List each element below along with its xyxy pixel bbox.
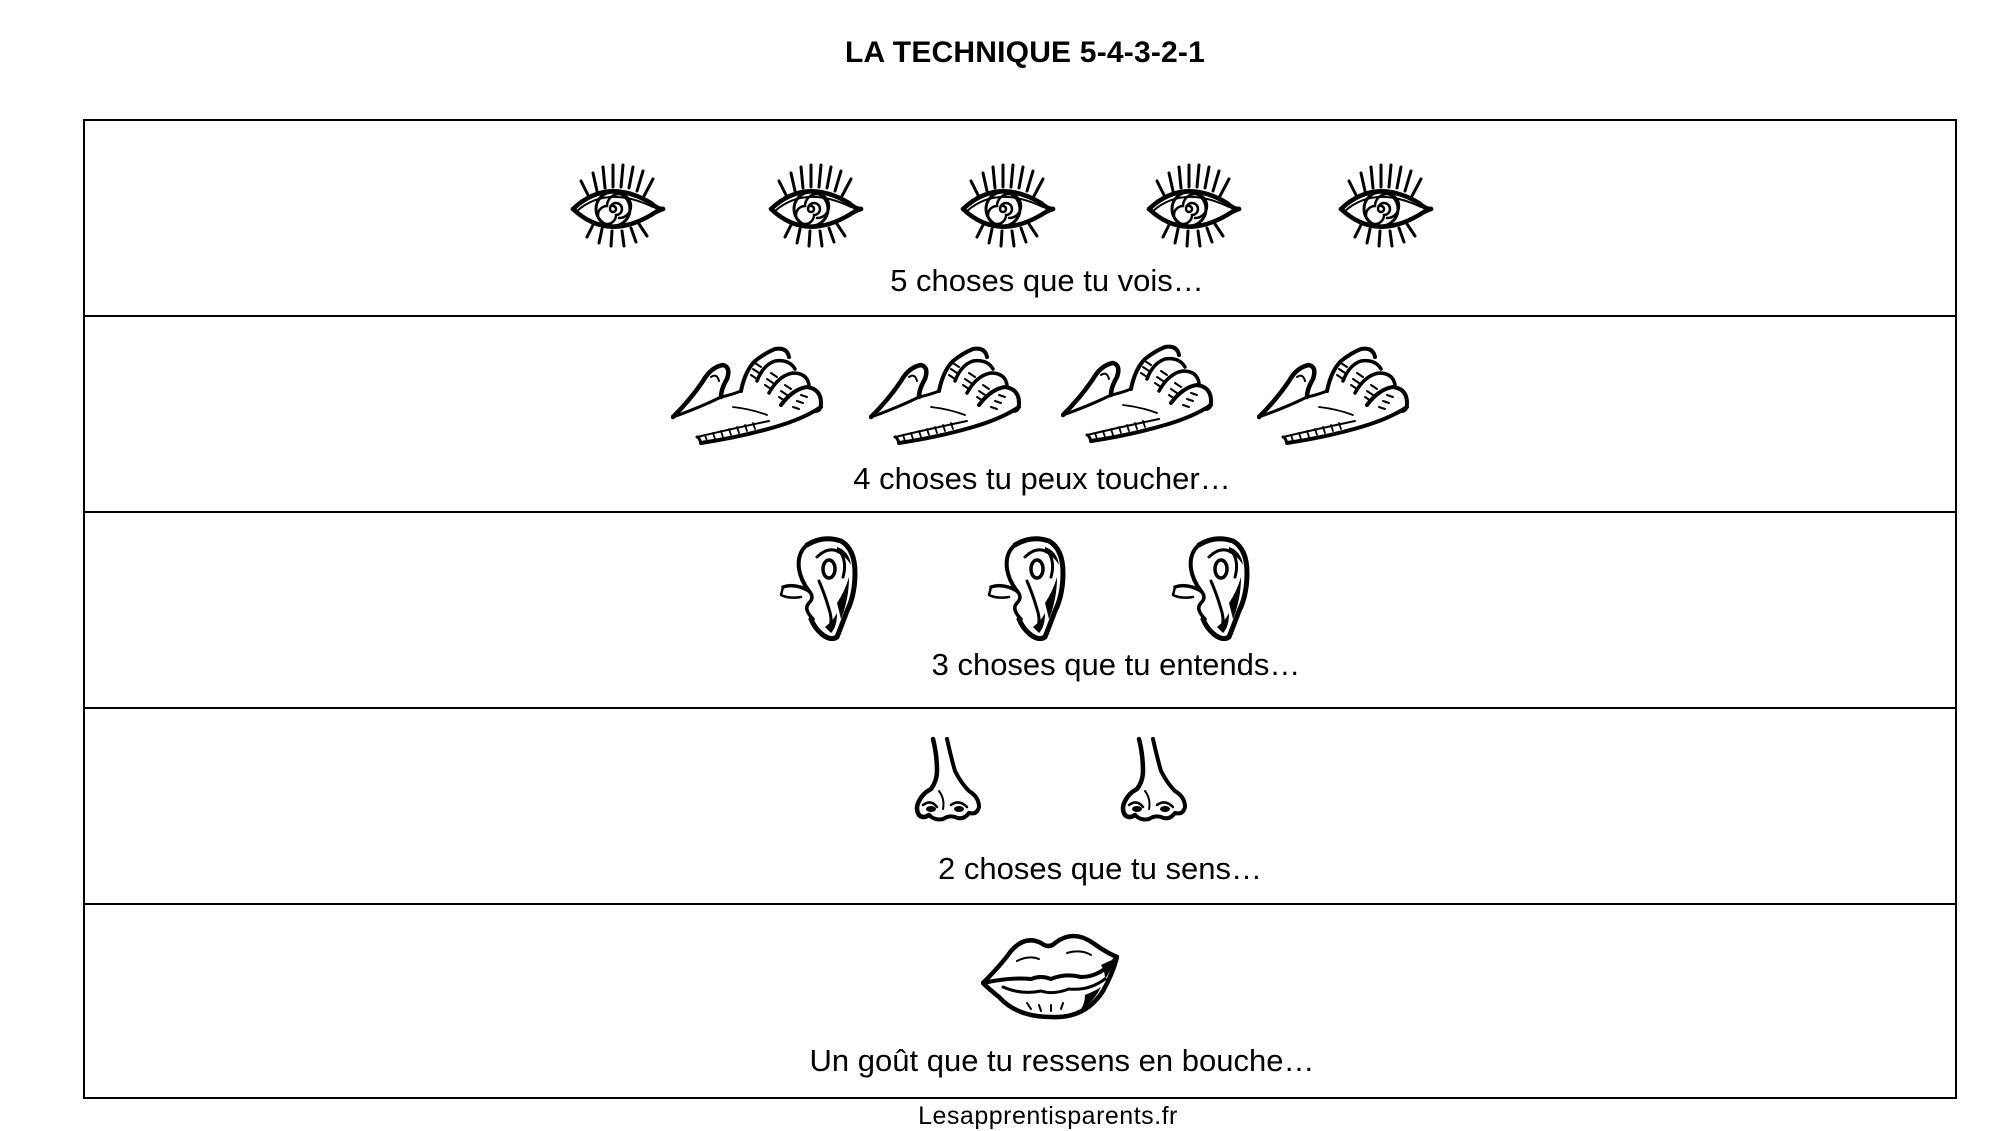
- eye-icon: [765, 159, 865, 249]
- eye-icon: [567, 159, 667, 249]
- eye-icon: [1335, 159, 1435, 249]
- eye-icon: [957, 159, 1057, 249]
- ear-icon: [987, 533, 1067, 641]
- nose-icon: [1109, 735, 1189, 827]
- footer-source: Lesapprentisparents.fr: [918, 1102, 1178, 1130]
- row-hearing: [85, 513, 1955, 709]
- hand-icon: [1061, 339, 1213, 445]
- ear-icon: [1171, 533, 1251, 641]
- row-smell: [85, 709, 1955, 905]
- hand-icon: [1257, 341, 1409, 447]
- nose-icon: [903, 735, 983, 827]
- row-taste: [85, 905, 1955, 1101]
- row-caption: 3 choses que tu entends…: [931, 647, 1301, 682]
- row-caption: 4 choses tu peux toucher…: [853, 461, 1231, 496]
- page-title: LA TECHNIQUE 5-4-3-2-1: [844, 36, 1205, 69]
- row-caption: 5 choses que tu vois…: [890, 263, 1204, 298]
- hand-icon: [671, 341, 823, 447]
- senses-table: [83, 119, 1957, 1099]
- eye-icon: [1143, 159, 1243, 249]
- row-caption: Un goût que tu ressens en bouche…: [809, 1043, 1315, 1078]
- hand-icon: [869, 341, 1021, 447]
- row-touch: [85, 317, 1955, 513]
- ear-icon: [779, 533, 859, 641]
- lips-icon: [981, 925, 1119, 1021]
- row-sight: [85, 121, 1955, 317]
- row-caption: 2 choses que tu sens…: [938, 851, 1262, 886]
